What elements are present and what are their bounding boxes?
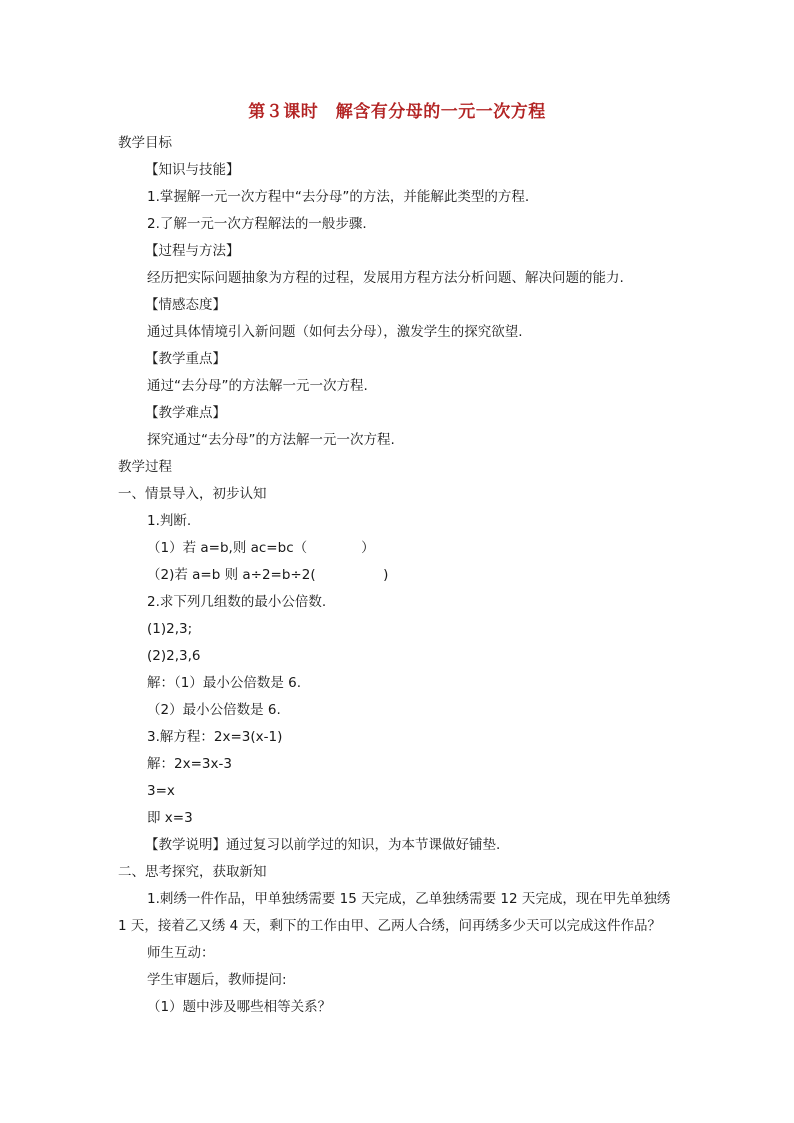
answer-3-step-3: 即 x=3: [147, 810, 193, 826]
question-3: 3.解方程：2x=3(x-1): [147, 729, 283, 745]
objective-item-1: 1.掌握解一元一次方程中“去分母”的方法，并能解此类型的方程.: [147, 189, 530, 205]
interaction-heading: 师生互动：: [147, 945, 215, 961]
answer-2-1: 解：（1）最小公倍数是 6.: [147, 675, 302, 691]
question-2-2: (2)2,3,6: [147, 648, 201, 664]
answer-2-2: （2）最小公倍数是 6.: [147, 702, 281, 718]
document-title: 第３课时 解含有分母的一元一次方程: [248, 102, 546, 122]
interaction-question-1: （1）题中涉及哪些相等关系？: [147, 999, 332, 1015]
part-one-heading: 一、情景导入，初步认知: [118, 486, 267, 502]
question-2-1: (1)2,3;: [147, 621, 193, 637]
subheading-knowledge-skills: 【知识与技能】: [145, 162, 240, 178]
subheading-difficulty: 【教学难点】: [145, 405, 226, 421]
objective-item-2: 2.了解一元一次方程解法的一般步骤.: [147, 216, 367, 232]
section-heading-process: 教学过程: [118, 459, 172, 475]
answer-3-step-2: 3=x: [147, 783, 175, 799]
question-1-1: （1）若 a=b,则 ac=bc（ ）: [147, 540, 375, 556]
subheading-key-point: 【教学重点】: [145, 351, 226, 367]
process-method-text: 经历把实际问题抽象为方程的过程，发展用方程方法分析问题、解决问题的能力.: [147, 270, 624, 286]
key-point-text: 通过“去分母”的方法解一元一次方程.: [147, 378, 368, 394]
part-two-heading: 二、思考探究，获取新知: [118, 864, 267, 880]
section-heading-objectives: 教学目标: [118, 135, 172, 151]
attitude-text: 通过具体情境引入新问题（如何去分母），激发学生的探究欲望.: [147, 324, 523, 340]
teaching-note: 【教学说明】通过复习以前学过的知识，为本节课做好铺垫.: [145, 837, 501, 853]
difficulty-text: 探究通过“去分母”的方法解一元一次方程.: [147, 432, 395, 448]
problem-1-line-1: 1.刺绣一件作品，甲单独绣需要 15 天完成，乙单独绣需要 12 天完成，现在甲先单独绣: [147, 891, 671, 907]
subheading-attitude: 【情感态度】: [145, 297, 226, 313]
subheading-process-method: 【过程与方法】: [145, 243, 240, 259]
question-1-2: （2)若 a=b 则 a÷2=b÷2( ): [147, 567, 389, 583]
problem-1-line-2: 1 天，接着乙又绣 4 天，剩下的工作由甲、乙两人合绣，问再绣多少天可以完成这件作品？: [118, 918, 662, 934]
answer-3-step-1: 解：2x=3x-3: [147, 756, 232, 772]
interaction-text: 学生审题后，教师提问:: [147, 972, 287, 988]
question-1: 1.判断.: [147, 513, 192, 529]
question-2: 2.求下列几组数的最小公倍数.: [147, 594, 327, 610]
